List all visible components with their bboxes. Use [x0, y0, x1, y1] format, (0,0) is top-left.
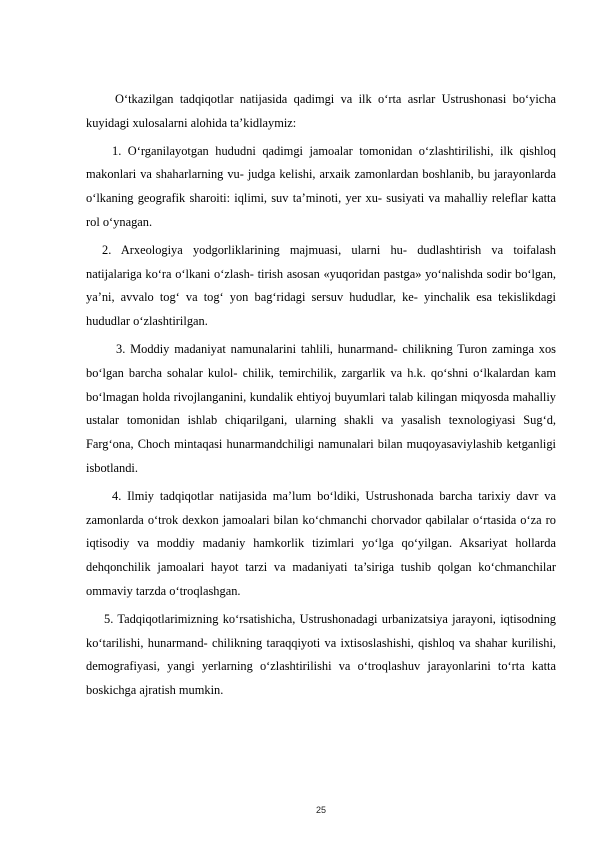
- paragraph-intro: O‘tkazilgan tadqiqotlar natijasida qadimgi va ilk o‘rta asrlar Ustrushonasi bo‘yicha kuyidagi xulosalarni alohida ta’kidlaymiz:: [86, 92, 556, 130]
- paragraph-conclusion-4: 4. Ilmiy tadqiqotlar natijasida ma’lum bo‘ldiki, Ustrushonada barcha tarixiy davr va zamonlarda o‘trok dexkon jamoalari bilan ko‘chmanchi chorvador qabilalar o‘rtasida o‘za ro iqtisodiy va moddiy madaniy hamkorlik tizimlari yo‘lga qo‘yilgan. Aksariyat hollarda dehqonchilik jamoalari hayot tarzi va madaniyati ta’siriga tushib qolgan ko‘chmanchilar ommaviy tarzda o‘troqlashgan.: [86, 488, 556, 598]
- paragraph-conclusion-5: 5. Tadqiqotlarimizning ko‘rsatishicha, Ustrushonadagi urbanizatsiya jarayoni, iqtisodning ko‘tarilishi, hunarmand- chilikning taraqqiyoti va ixtisoslashishi, qishloq va shahar kurilishi, demografiyasi, yangi yerlarning o‘zlashtirilishi va o‘troqlashuv jarayonlarini to‘rta katta boskichga ajratish mumkin.: [86, 611, 556, 698]
- paragraph-conclusion-3: 3. Moddiy madaniyat namunalarini tahlili, hunarmand- chilikning Turon zaminga xos bo‘lgan barcha sohalar kulol- chilik, temirchilik, zargarlik va h.k. qo‘shni o‘lkalardan kam bo‘lmagan holda rivojlanganini, kundalik ehtiyoj buyumlari talab kilingan miqyosda mahalliy ustalar tomonidan ishlab chiqarilgani, ularning shakli va yasalish texnologiyasi Sug‘d, Farg‘ona, Choch mintaqasi hunarmandchiligi namunalari bilan muqoyasaviylashib ketganligi isbotlandi.: [86, 341, 556, 475]
- paragraph-conclusion-2: 2. Arxeologiya yodgorliklarining majmuasi, ularni hu- dudlashtirish va toifalash natijalariga ko‘ra o‘lkani o‘zlash- tirish asosan «yuqoridan pastga» yo‘nalishda sodir bo‘lgan, ya’ni, avvalo tog‘ va tog‘ yon bag‘ridagi sersuv hududlar, ke- yinchalik esa tekislikdagi hududlar o‘zlashtirilgan.: [86, 242, 556, 329]
- document-body: [86, 88, 556, 703]
- page-number: 25: [315, 805, 326, 815]
- paragraph-conclusion-1: 1. O‘rganilayotgan hududni qadimgi jamoalar tomonidan o‘zlashtirilishi, ilk qishloq makonlari va shaharlarning vu- judga kelishi, arxaik zamonlardan boshlanib, bu jarayonlarda o‘lkaning geografik sharoiti: iqlimi, suv ta’minoti, yer xu- susiyati va mahalliy releflar katta rol o‘ynagan.: [86, 143, 556, 229]
